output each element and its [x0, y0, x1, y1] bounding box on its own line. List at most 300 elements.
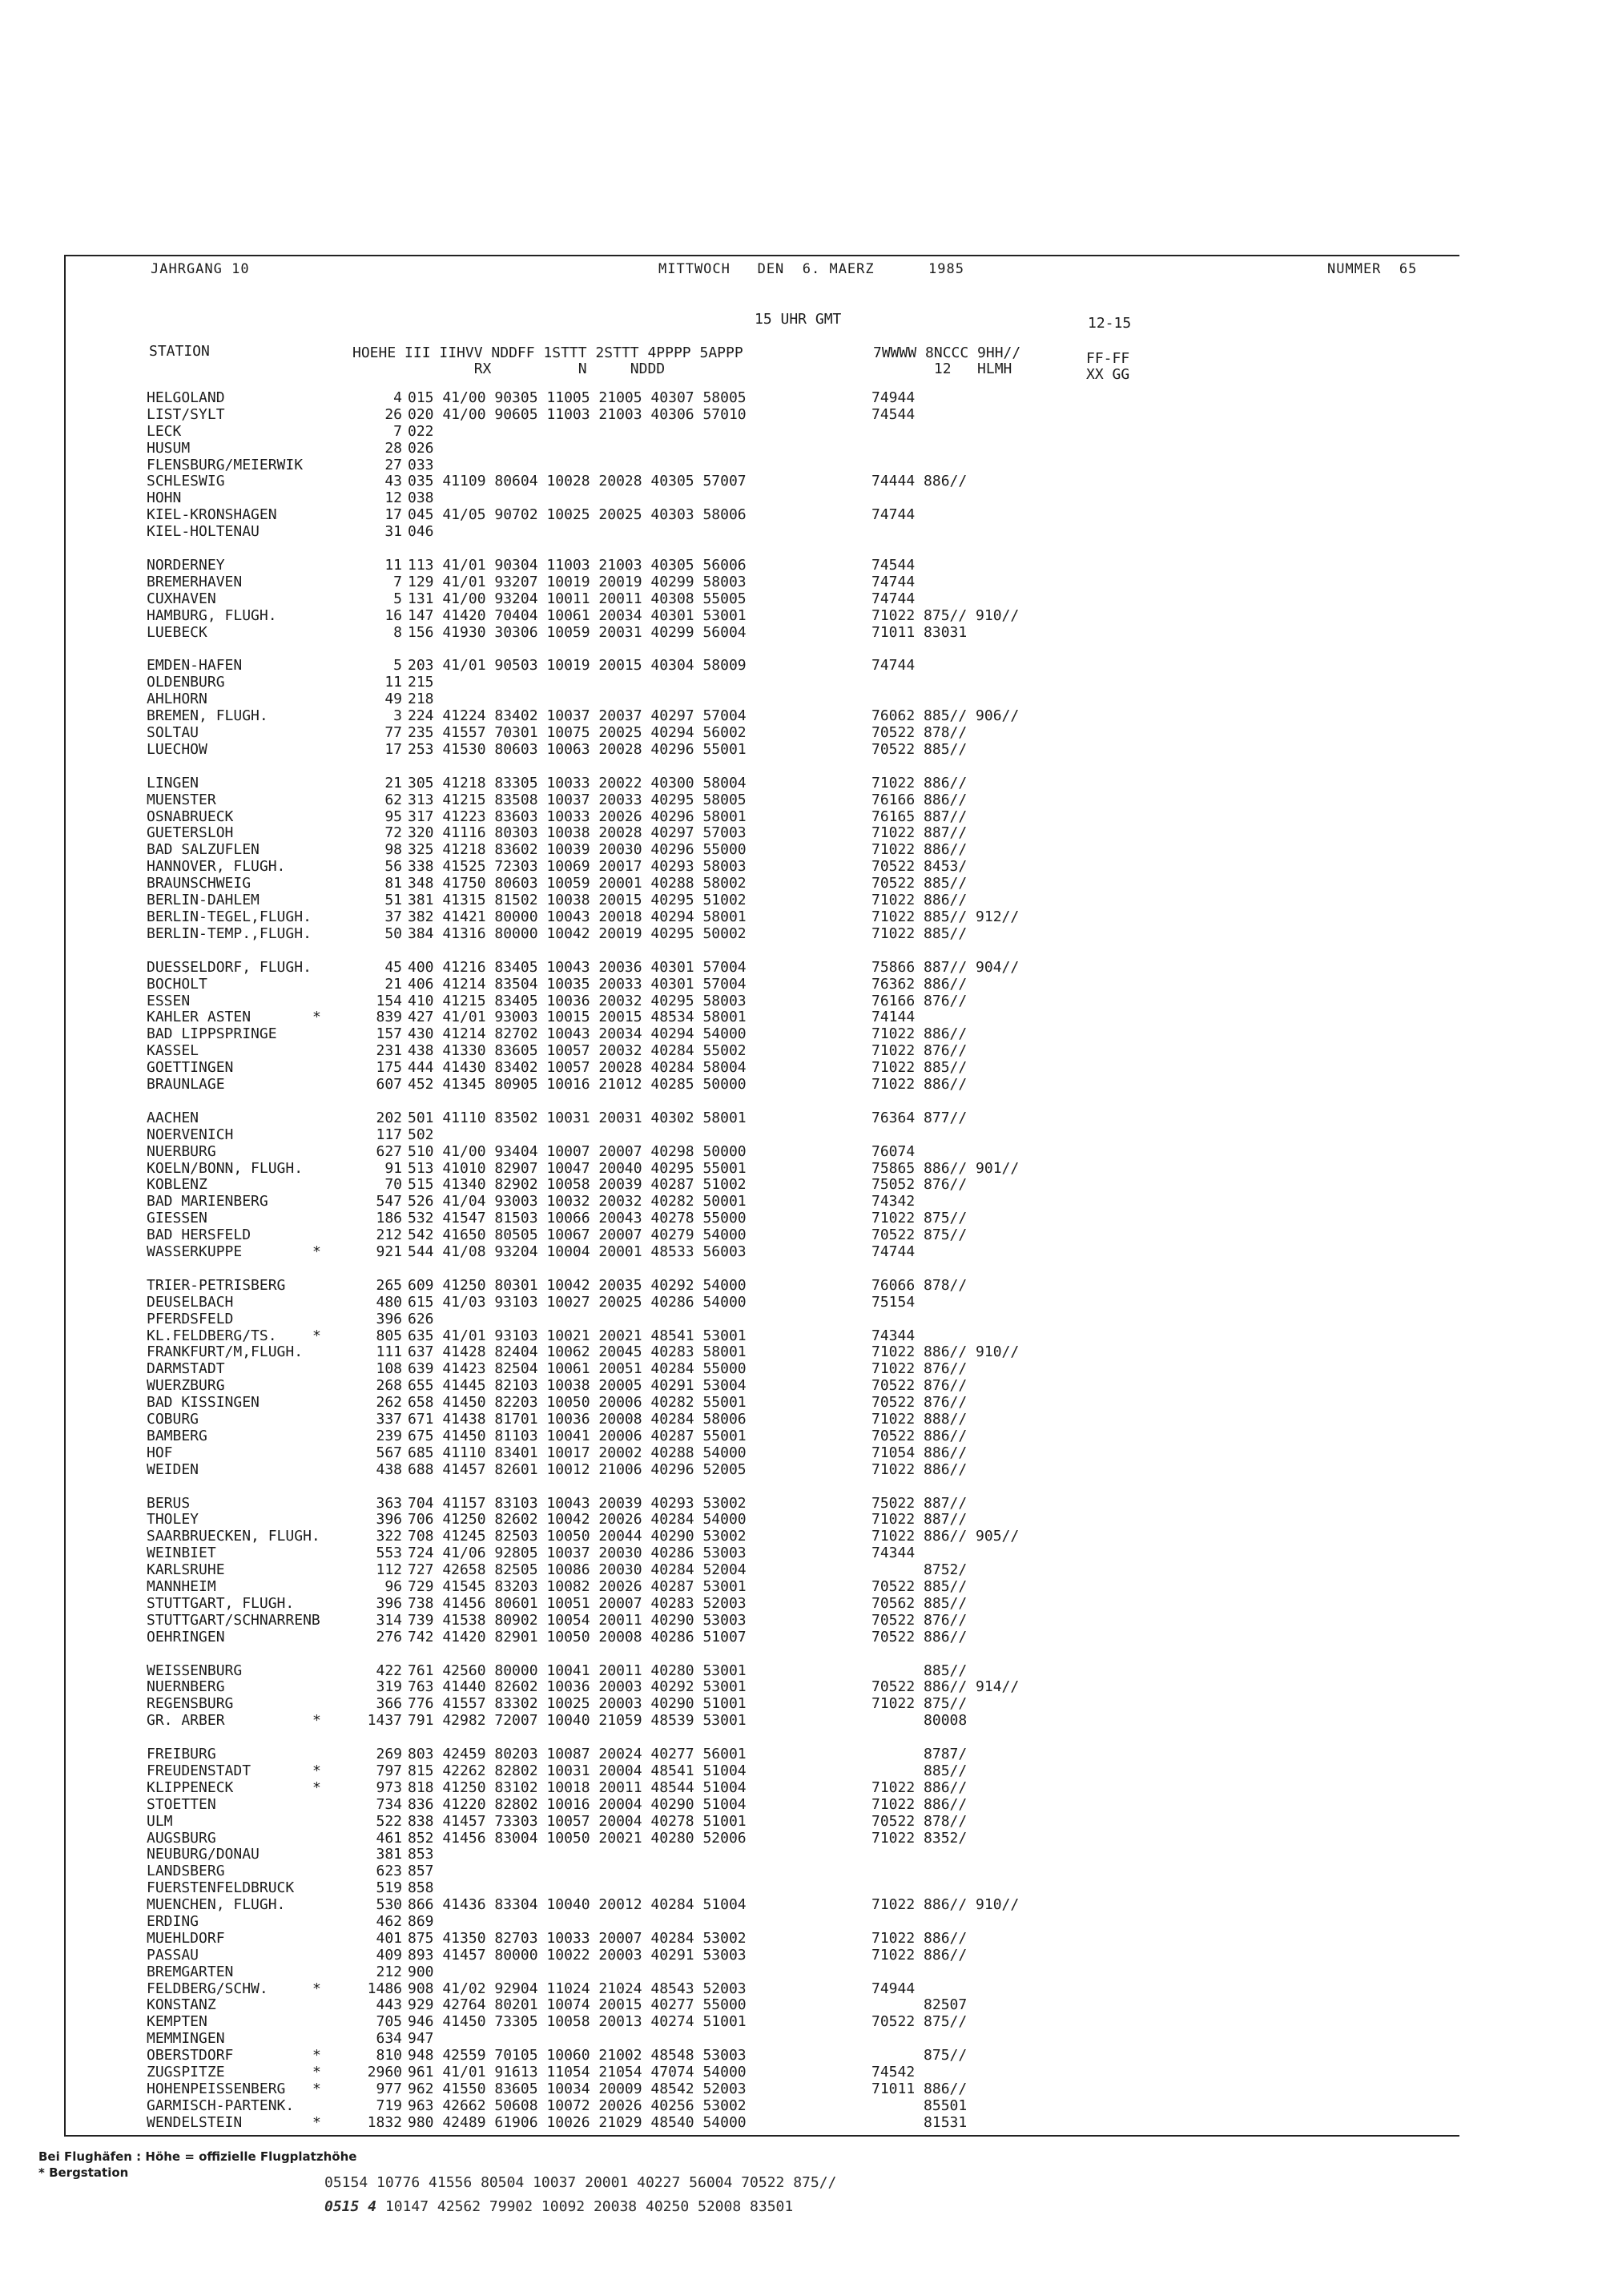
- extra-groups: 71022 875//: [871, 1695, 968, 1713]
- synop-groups: 962 41550 83605 10034 20009 48542 52003: [408, 2080, 747, 2097]
- station-height: 154: [376, 992, 402, 1009]
- station-name: KARLSRUHE: [147, 1561, 225, 1579]
- station-height: 322: [376, 1528, 402, 1545]
- station-height: 96: [384, 1578, 402, 1595]
- table-row: [0, 1512, 1602, 1529]
- table-row: [0, 1295, 1602, 1311]
- table-row: [0, 1361, 1602, 1378]
- station-name: BREMGARTEN: [147, 1963, 234, 1980]
- extra-groups: 74744: [871, 506, 916, 524]
- station-name: BAMBERG: [147, 1427, 207, 1444]
- group-column-subheader: 12 HLMH: [873, 361, 1012, 377]
- table-row: [0, 1462, 1602, 1479]
- extra-groups: 71022 886//: [871, 1778, 968, 1796]
- station-height: 21: [384, 774, 402, 792]
- extra-groups: 75866 887// 904//: [871, 958, 1020, 976]
- station-height: 231: [376, 1042, 402, 1060]
- station-name: HOHENPEISSENBERG: [147, 2080, 286, 2097]
- station-name: HANNOVER, FLUGH.: [147, 858, 286, 876]
- synop-groups: 900: [408, 1963, 434, 1980]
- synop-groups: 510 41/00 93404 10007 20007 40298 50000: [408, 1142, 747, 1160]
- station-height: 1486: [367, 1980, 402, 1997]
- table-row: [0, 842, 1602, 859]
- station-name: TRIER-PETRISBERG: [147, 1276, 286, 1294]
- table-row: [0, 1328, 1602, 1345]
- jahrgang-label: JAHRGANG 10: [151, 261, 250, 277]
- station-name: KONSTANZ: [147, 1996, 216, 2014]
- synop-groups: 502: [408, 1126, 434, 1143]
- station-name: AUGSBURG: [147, 1829, 216, 1847]
- table-row: [0, 591, 1602, 608]
- station-name: SOLTAU: [147, 724, 199, 742]
- extra-groups: 70522 8453/: [871, 858, 968, 876]
- station-name: GR. ARBER: [147, 1712, 225, 1730]
- station-name: KAHLER ASTEN: [147, 1009, 252, 1026]
- station-height: 21: [384, 975, 402, 993]
- station-name: OEHRINGEN: [147, 1628, 225, 1645]
- station-height: 95: [384, 808, 402, 825]
- footnote-airports: Bei Flughäfen : Höhe = offizielle Flugplatzhöhe: [38, 2149, 357, 2164]
- synop-groups: 224 41224 83402 10037 20037 40297 57004: [408, 707, 747, 725]
- station-name: KL.FELDBERG/TS.: [147, 1327, 277, 1344]
- synop-groups: 980 42489 61906 10026 21029 48540 54000: [408, 2113, 747, 2131]
- station-height: 11: [384, 674, 402, 691]
- table-row: [0, 993, 1602, 1010]
- extra-groups: 71022 886//: [871, 1795, 968, 1813]
- extra-groups: 80008: [871, 1712, 968, 1730]
- extra-groups: 70522 876//: [871, 1377, 968, 1395]
- station-name: KIEL-KRONSHAGEN: [147, 506, 277, 524]
- station-height: 401: [376, 1929, 402, 1947]
- table-row: [0, 1948, 1602, 1964]
- synop-groups: 317 41223 83603 10033 20026 40296 58001: [408, 808, 747, 825]
- station-height: 438: [376, 1460, 402, 1478]
- synop-groups: 626: [408, 1310, 434, 1327]
- synop-groups: 637 41428 82404 10062 20045 40283 58001: [408, 1343, 747, 1361]
- station-name: DUESSELDORF, FLUGH.: [147, 958, 312, 976]
- table-row: [0, 1863, 1602, 1880]
- station-height: 27: [384, 456, 402, 473]
- table-row: [0, 2014, 1602, 2031]
- synop-groups: 729 41545 83203 10082 20026 40287 53001: [408, 1578, 747, 1595]
- station-height: 422: [376, 1662, 402, 1679]
- station-height: 461: [376, 1829, 402, 1847]
- station-name: BERLIN-DAHLEM: [147, 892, 260, 909]
- synop-groups: 866 41436 83304 10040 20012 40284 51004: [408, 1896, 747, 1914]
- synop-groups: 452 41345 80905 10016 21012 40285 50000: [408, 1075, 747, 1093]
- extra-groups: 8787/: [871, 1746, 968, 1763]
- station-height: 77: [384, 724, 402, 742]
- extra-groups: 74542: [871, 2064, 916, 2081]
- synop-groups: 427 41/01 93003 10015 20015 48534 58001: [408, 1009, 747, 1026]
- footnote-mountain: * Bergstation: [38, 2165, 129, 2180]
- mountain-marker: *: [312, 1762, 321, 1780]
- station-height: 810: [376, 2047, 402, 2064]
- gust-column-header: FF-FF: [1086, 350, 1130, 367]
- table-row: [0, 1545, 1602, 1562]
- synop-groups: 685 41110 83401 10017 20002 40288 54000: [408, 1444, 747, 1461]
- table-row: [0, 2031, 1602, 2048]
- extra-groups: 885//: [871, 1662, 968, 1679]
- table-row: [0, 1077, 1602, 1094]
- extra-groups: 71022 886//: [871, 892, 968, 909]
- extra-groups: 74744: [871, 657, 916, 675]
- station-name: BAD SALZUFLEN: [147, 841, 260, 859]
- synop-groups: 348 41750 80603 10059 20001 40288 58002: [408, 875, 747, 892]
- extra-groups: 74344: [871, 1327, 916, 1344]
- extra-groups: 74544: [871, 557, 916, 574]
- station-name: GARMISCH-PARTENK.: [147, 2097, 295, 2114]
- synop-groups: 908 41/02 92904 11024 21024 48543 52003: [408, 1980, 747, 1997]
- extra-groups: 70522 876//: [871, 1611, 968, 1629]
- synop-groups: 325 41218 83602 10039 20030 40296 55000: [408, 841, 747, 859]
- extra-groups: 71022 876//: [871, 1042, 968, 1060]
- synop-groups: 544 41/08 93204 10004 20001 48533 56003: [408, 1243, 747, 1260]
- station-name: KOBLENZ: [147, 1176, 207, 1194]
- table-row: [0, 1395, 1602, 1412]
- synop-groups: 929 42764 80201 10074 20015 40277 55000: [408, 1996, 747, 2014]
- extra-groups: 71022 875// 910//: [871, 606, 1020, 624]
- extra-groups: 71022 887//: [871, 824, 968, 842]
- synop-groups: 113 41/01 90304 11003 21003 40305 56006: [408, 557, 747, 574]
- table-row: [0, 1428, 1602, 1445]
- table-row: [0, 1981, 1602, 1998]
- station-height: 12: [384, 489, 402, 507]
- station-name: DEUSELBACH: [147, 1293, 234, 1311]
- table-row: [0, 1897, 1602, 1914]
- station-height: 265: [376, 1276, 402, 1294]
- table-row: [0, 742, 1602, 759]
- table-row: [0, 658, 1602, 675]
- station-height: 363: [376, 1494, 402, 1512]
- station-name: BREMERHAVEN: [147, 573, 243, 590]
- extra-groups: 71022 885//: [871, 1059, 968, 1077]
- station-name: MUENCHEN, FLUGH.: [147, 1896, 286, 1914]
- extra-groups: 875//: [871, 2047, 968, 2064]
- station-name: PASSAU: [147, 1946, 199, 1964]
- table-row: [0, 1026, 1602, 1043]
- synop-groups: 857: [408, 1863, 434, 1880]
- station-name: STUTTGART, FLUGH.: [147, 1594, 295, 1612]
- table-row: [0, 1964, 1602, 1981]
- table-row: [0, 1344, 1602, 1361]
- table-row: [0, 1210, 1602, 1227]
- table-row: [0, 407, 1602, 424]
- station-name: THOLEY: [147, 1511, 199, 1529]
- station-height: 62: [384, 791, 402, 808]
- station-name: OSNABRUECK: [147, 808, 234, 825]
- station-height: 734: [376, 1795, 402, 1813]
- station-name: NEUBURG/DONAU: [147, 1846, 260, 1863]
- station-height: 276: [376, 1628, 402, 1645]
- station-name: LECK: [147, 422, 182, 440]
- station-height: 108: [376, 1360, 402, 1378]
- table-row: [0, 1412, 1602, 1428]
- station-name: HUSUM: [147, 439, 191, 457]
- synop-groups: 946 41450 73305 10058 20013 40274 51001: [408, 2013, 747, 2031]
- station-height: 547: [376, 1193, 402, 1210]
- date-line: MITTWOCH DEN 6. MAERZ 1985: [658, 261, 964, 277]
- station-name: LUEBECK: [147, 623, 207, 641]
- extra-groups: 71054 886//: [871, 1444, 968, 1461]
- synop-groups: 305 41218 83305 10033 20022 40300 58004: [408, 774, 747, 792]
- table-row: [0, 507, 1602, 524]
- synop-groups: 129 41/01 93207 10019 20019 40299 58003: [408, 573, 747, 590]
- table-row: [0, 1713, 1602, 1730]
- station-height: 839: [376, 1009, 402, 1026]
- synop-groups: 382 41421 80000 10043 20018 40294 58001: [408, 908, 747, 925]
- table-row: [0, 1780, 1602, 1797]
- mountain-marker: *: [312, 1712, 321, 1730]
- station-name: BREMEN, FLUGH.: [147, 707, 268, 725]
- synop-groups: 963 42662 50608 10072 20026 40256 53002: [408, 2097, 747, 2114]
- table-row: [0, 1496, 1602, 1513]
- station-name: LANDSBERG: [147, 1863, 225, 1880]
- station-name: NUERNBERG: [147, 1678, 225, 1696]
- table-row: [0, 1311, 1602, 1328]
- table-row: [0, 1194, 1602, 1210]
- station-height: 56: [384, 858, 402, 876]
- extra-groups: 74944: [871, 389, 916, 406]
- table-row: [0, 775, 1602, 792]
- station-name: AACHEN: [147, 1109, 199, 1126]
- table-row: [0, 1177, 1602, 1194]
- extra-groups: 71022 886//: [871, 1946, 968, 1964]
- station-name: ZUGSPITZE: [147, 2064, 225, 2081]
- mountain-marker: *: [312, 2113, 321, 2131]
- issue-number: NUMMER 65: [1327, 261, 1418, 277]
- table-row: [0, 1847, 1602, 1863]
- synop-groups: 704 41157 83103 10043 20039 40293 53002: [408, 1494, 747, 1512]
- extra-groups: 76166 886//: [871, 791, 968, 808]
- station-name: BOCHOLT: [147, 975, 207, 993]
- synop-groups: 675 41450 81103 10041 20006 40287 55001: [408, 1427, 747, 1444]
- synop-groups: 501 41110 83502 10031 20031 40302 58001: [408, 1109, 747, 1126]
- station-height: 522: [376, 1812, 402, 1830]
- synop-groups: 338 41525 72303 10069 20017 40293 58003: [408, 858, 747, 876]
- table-row: [0, 1009, 1602, 1026]
- synop-groups: 658 41450 82203 10050 20006 40282 55001: [408, 1394, 747, 1412]
- extra-groups: 74744: [871, 573, 916, 590]
- extra-groups: 70522 875//: [871, 1227, 968, 1244]
- extra-groups: 76074: [871, 1142, 916, 1160]
- station-height: 31: [384, 523, 402, 541]
- synop-groups: 961 41/01 91613 11054 21054 47074 54000: [408, 2064, 747, 2081]
- period-label: 12-15: [1088, 315, 1132, 332]
- synop-groups: 147 41420 70404 10061 20034 40301 53001: [408, 606, 747, 624]
- station-name: KOELN/BONN, FLUGH.: [147, 1159, 304, 1177]
- synop-groups: 724 41/06 92805 10037 20030 40286 53003: [408, 1545, 747, 1562]
- station-height: 7: [393, 422, 402, 440]
- station-height: 396: [376, 1511, 402, 1529]
- synop-groups: 033: [408, 456, 434, 473]
- extra-groups: 70522 885//: [871, 875, 968, 892]
- synop-groups: 253 41530 80603 10063 20028 40296 55001: [408, 740, 747, 758]
- station-name: PFERDSFELD: [147, 1310, 234, 1327]
- station-name: FREUDENSTADT: [147, 1762, 252, 1780]
- extra-groups: 70522 886//: [871, 1427, 968, 1444]
- extra-groups: 70522 886//: [871, 1628, 968, 1645]
- table-row: [0, 424, 1602, 441]
- station-height: 627: [376, 1142, 402, 1160]
- station-name: STOETTEN: [147, 1795, 216, 1813]
- station-name: BAD KISSINGEN: [147, 1394, 260, 1412]
- synop-groups: 384 41316 80000 10042 20019 40295 50002: [408, 924, 747, 942]
- extra-groups: 70522 885//: [871, 740, 968, 758]
- station-name: WASSERKUPPE: [147, 1243, 243, 1260]
- table-row: [0, 1110, 1602, 1127]
- table-row: [0, 524, 1602, 541]
- mountain-marker: *: [312, 1327, 321, 1344]
- extra-groups: 74144: [871, 1009, 916, 1026]
- station-name: STUTTGART/SCHNARRENB: [147, 1611, 320, 1629]
- station-height: 1437: [367, 1712, 402, 1730]
- station-name: LIST/SYLT: [147, 405, 225, 423]
- extra-groups: 74344: [871, 1545, 916, 1562]
- station-height: 530: [376, 1896, 402, 1914]
- table-row: [0, 608, 1602, 625]
- station-height: 186: [376, 1210, 402, 1227]
- synop-groups: 400 41216 83405 10043 20036 40301 57004: [408, 958, 747, 976]
- synop-groups: 706 41250 82602 10042 20026 40284 54000: [408, 1511, 747, 1529]
- table-row: [0, 1579, 1602, 1596]
- station-name: BERLIN-TEGEL,FLUGH.: [147, 908, 312, 925]
- table-row: [0, 1278, 1602, 1295]
- table-row: [0, 1814, 1602, 1831]
- synop-groups: 836 41220 82802 10016 20004 40290 51004: [408, 1795, 747, 1813]
- synop-groups: 791 42982 72007 10040 21059 48539 53001: [408, 1712, 747, 1730]
- station-height: 805: [376, 1327, 402, 1344]
- time-label: 15 UHR GMT: [755, 311, 842, 328]
- station-name: ESSEN: [147, 992, 191, 1009]
- station-height: 239: [376, 1427, 402, 1444]
- table-row: [0, 1445, 1602, 1462]
- synop-groups: 615 41/03 93103 10027 20025 40286 54000: [408, 1293, 747, 1311]
- table-row: [0, 825, 1602, 842]
- extra-groups: 71022 875//: [871, 1210, 968, 1227]
- table-row: [0, 926, 1602, 943]
- table-row: [0, 960, 1602, 977]
- station-height: 314: [376, 1611, 402, 1629]
- station-height: 462: [376, 1913, 402, 1931]
- station-height: 443: [376, 1996, 402, 2014]
- extra-groups: 71022 886//: [871, 774, 968, 792]
- station-height: 26: [384, 405, 402, 423]
- extra-groups: 70562 885//: [871, 1594, 968, 1612]
- table-row: [0, 2115, 1602, 2132]
- table-row: [0, 1931, 1602, 1948]
- station-height: 1832: [367, 2113, 402, 2131]
- station-name: BAD LIPPSPRINGE: [147, 1025, 277, 1043]
- table-row: [0, 1529, 1602, 1545]
- station-name: FUERSTENFELDBRUCK: [147, 1879, 295, 1897]
- station-name: KLIPPENECK: [147, 1778, 234, 1796]
- synop-groups: 803 42459 80203 10087 20024 40277 56001: [408, 1746, 747, 1763]
- synop-groups: 838 41457 73303 10057 20004 40278 51001: [408, 1812, 747, 1830]
- table-row: [0, 441, 1602, 457]
- station-height: 91: [384, 1159, 402, 1177]
- station-name: DARMSTADT: [147, 1360, 225, 1378]
- station-height: 921: [376, 1243, 402, 1260]
- table-row: [0, 1244, 1602, 1261]
- group-column-header: 7WWWW 8NCCC 9HH//: [873, 344, 1021, 361]
- station-name: FLENSBURG/MEIERWIK: [147, 456, 304, 473]
- station-height: 269: [376, 1746, 402, 1763]
- station-name: MUEHLDORF: [147, 1929, 225, 1947]
- table-row: [0, 1997, 1602, 2014]
- table-row: [0, 1880, 1602, 1897]
- station-height: 2960: [367, 2064, 402, 2081]
- station-height: 634: [376, 2030, 402, 2048]
- synop-groups: 035 41109 80604 10028 20028 40305 57007: [408, 473, 747, 490]
- synop-groups: 893 41457 80000 10022 20003 40291 53003: [408, 1946, 747, 1964]
- table-row: [0, 390, 1602, 407]
- synop-groups: 635 41/01 93103 10021 20021 48541 53001: [408, 1327, 747, 1344]
- synop-groups: 515 41340 82902 10058 20039 40287 51002: [408, 1176, 747, 1194]
- station-height: 212: [376, 1963, 402, 1980]
- station-name: HOHN: [147, 489, 182, 507]
- extra-groups: 71022 886//: [871, 1929, 968, 1947]
- station-height: 396: [376, 1310, 402, 1327]
- station-name: AHLHORN: [147, 691, 207, 708]
- station-height: 17: [384, 506, 402, 524]
- station-name: OBERSTDORF: [147, 2047, 234, 2064]
- station-height: 977: [376, 2080, 402, 2097]
- synop-groups: 818 41250 83102 10018 20011 48544 51004: [408, 1778, 747, 1796]
- station-table: [0, 390, 1602, 2132]
- station-name: LUECHOW: [147, 740, 207, 758]
- table-row: [0, 1746, 1602, 1763]
- extra-groups: 71022 887//: [871, 1511, 968, 1529]
- station-height: 262: [376, 1394, 402, 1412]
- table-row: [0, 558, 1602, 574]
- table-row: [0, 490, 1602, 507]
- table-row: [0, 809, 1602, 826]
- synop-groups: 320 41116 80303 10038 20028 40297 57003: [408, 824, 747, 842]
- synop-groups: 026: [408, 439, 434, 457]
- station-height: 567: [376, 1444, 402, 1461]
- extra-groups: 85501: [871, 2097, 968, 2114]
- synop-groups: 542 41650 80505 10067 20007 40279 54000: [408, 1227, 747, 1244]
- mountain-marker: *: [312, 2047, 321, 2064]
- extra-groups: 70522 875//: [871, 2013, 968, 2031]
- station-name: KEMPTEN: [147, 2013, 207, 2031]
- table-row: [0, 859, 1602, 876]
- station-height: 366: [376, 1695, 402, 1713]
- station-name: BAD HERSFELD: [147, 1227, 252, 1244]
- extra-groups: 76066 878//: [871, 1276, 968, 1294]
- station-height: 705: [376, 2013, 402, 2031]
- table-row: [0, 876, 1602, 892]
- extra-groups: 76165 887//: [871, 808, 968, 825]
- table-row: [0, 625, 1602, 642]
- station-height: 175: [376, 1059, 402, 1077]
- table-row: [0, 1914, 1602, 1931]
- table-row: [0, 457, 1602, 474]
- table-row: [0, 574, 1602, 591]
- synop-groups: 203 41/01 90503 10019 20015 40304 58009: [408, 657, 747, 675]
- synop-groups: 761 42560 80000 10041 20011 40280 53001: [408, 1662, 747, 1679]
- station-name: KIEL-HOLTENAU: [147, 523, 260, 541]
- station-name: MEMMINGEN: [147, 2030, 225, 2048]
- station-column-header: STATION: [149, 343, 210, 360]
- station-name: COBURG: [147, 1410, 199, 1428]
- station-name: HELGOLAND: [147, 389, 225, 406]
- synop-groups: 671 41438 81701 10036 20008 40284 58006: [408, 1410, 747, 1428]
- table-row: [0, 1378, 1602, 1395]
- synop-groups: 815 42262 82802 10031 20004 48541 51004: [408, 1762, 747, 1780]
- station-height: 81: [384, 875, 402, 892]
